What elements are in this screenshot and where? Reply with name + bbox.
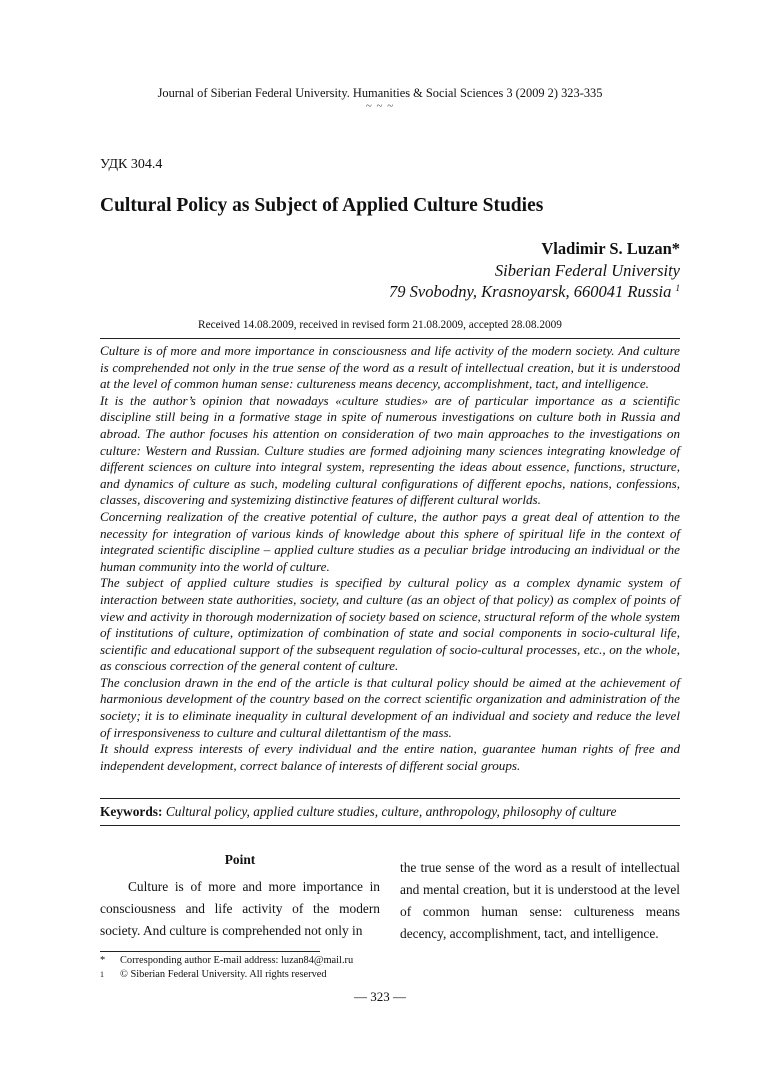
abstract-paragraph: Concerning realization of the creative potential of culture, the author pays a great deal of attention to the necessity for integration of various kinds of knowledge about this sphere of spiritual life in the context of integrated scientific discipline – applied culture studies as a peculiar bridge introducing an individual or the human community into the world of culture. [100, 508, 680, 574]
body-paragraph: the true sense of the word as a result of intellectual and mental creation, but it is understood at the level of common human sense: cultureness means decency, accomplishment, tact, and intelligence. [400, 860, 680, 941]
body-column-left [100, 876, 380, 942]
abstract-paragraph: It should express interests of every individual and the entire nation, guarantee human rights of free and independent development, correct balance of interests of different social groups. [100, 741, 680, 773]
page-number: — 323 — [354, 989, 406, 1004]
footnote [100, 968, 353, 982]
keywords [100, 804, 680, 820]
journal-header: Journal of Siberian Federal University. Humanities & Social Sciences 3 (2009 2) 323-335 [157, 86, 603, 100]
abstract [100, 343, 680, 774]
author-block [389, 238, 680, 303]
keywords-bottom-rule [100, 825, 680, 826]
footnote-text: Corresponding author E-mail address: luzan84@mail.ru [120, 955, 354, 966]
author-address [389, 281, 680, 303]
udk-code: УДК 304.4 [100, 157, 163, 172]
footnote [100, 954, 353, 968]
body-paragraph: Culture is of more and more importance in consciousness and life activity of the modern society. And culture is comprehended not only in [100, 879, 380, 938]
author-affiliation: Siberian Federal University [494, 260, 680, 280]
author-address-text: 79 Svobodny, Krasnoyarsk, 660041 Russia [389, 282, 672, 301]
footnote-rule [100, 951, 320, 952]
author-footnote-mark: 1 [675, 283, 680, 293]
keywords-label: Keywords: [100, 804, 163, 819]
abstract-top-rule [100, 338, 680, 339]
abstract-paragraph: The conclusion drawn in the end of the article is that cultural policy should be aimed at the achievement of harmonious development of the country based on the correct scientific organization and administration of the society; it is to eliminate inequality in cultural development of an individual and society and reduce the level of irresponsiveness to culture and cultural dilettantism of the mass. [100, 674, 680, 740]
body-column-right [400, 857, 680, 945]
article-title: Cultural Policy as Subject of Applied Culture Studies [100, 195, 544, 216]
keywords-top-rule [100, 798, 680, 799]
author-name: Vladimir S. Luzan* [541, 239, 680, 258]
header-ornament: ~ ~ ~ [365, 100, 395, 112]
abstract-paragraph: Culture is of more and more importance in consciousness and life activity of the modern society. And culture is comprehended not only in the true sense of the word as a result of intellectual creation, but it is understood at the level of common human sense: cultureness means decency, accomplishment, tact, and intelligence. [100, 343, 680, 392]
abstract-paragraph: It is the author’s opinion that nowadays «culture studies» are of particular importance as a scientific discipline still being in a formative stage in spite of numerous investigations on culture both in Russia and abroad. The author focuses his attention on consideration of two main approaches to the investigations on culture: Western and Russian. Culture studies are formed adjoining many sciences integrating knowledge of different sciences on culture into integral system, representing the ideas about essence, functions, structure, and dynamics of culture as such, modeling cultural configurations of different epochs, nations, confessions, classes, discovering and systemizing distinctive features of different cultural worlds. [100, 392, 680, 508]
footnote-mark: 1 [100, 969, 104, 979]
footnote-text: © Siberian Federal University. All rights reserved [120, 968, 327, 980]
keywords-text: Cultural policy, applied culture studies, culture, anthropology, philosophy of culture [165, 804, 617, 819]
section-heading: Point [224, 852, 256, 867]
received-dates: Received 14.08.2009, received in revised form 21.08.2009, accepted 28.08.2009 [198, 319, 562, 331]
footnote-mark: * [100, 955, 106, 966]
footnotes [100, 954, 353, 981]
abstract-paragraph: The subject of applied culture studies is specified by cultural policy as a complex dynamic system of interaction between state authorities, society, and culture (as an object of that policy) as complex of points of view and activity in thorough modernization of society based on science, structural reform of the whole system of institutions of culture, optimization of combination of state and social components in socio-cultural life, scientific and educational support of the subsequent regulation of socio-cultural processes, etc., on the whole, as conscious correction of the general content of culture. [100, 575, 680, 674]
